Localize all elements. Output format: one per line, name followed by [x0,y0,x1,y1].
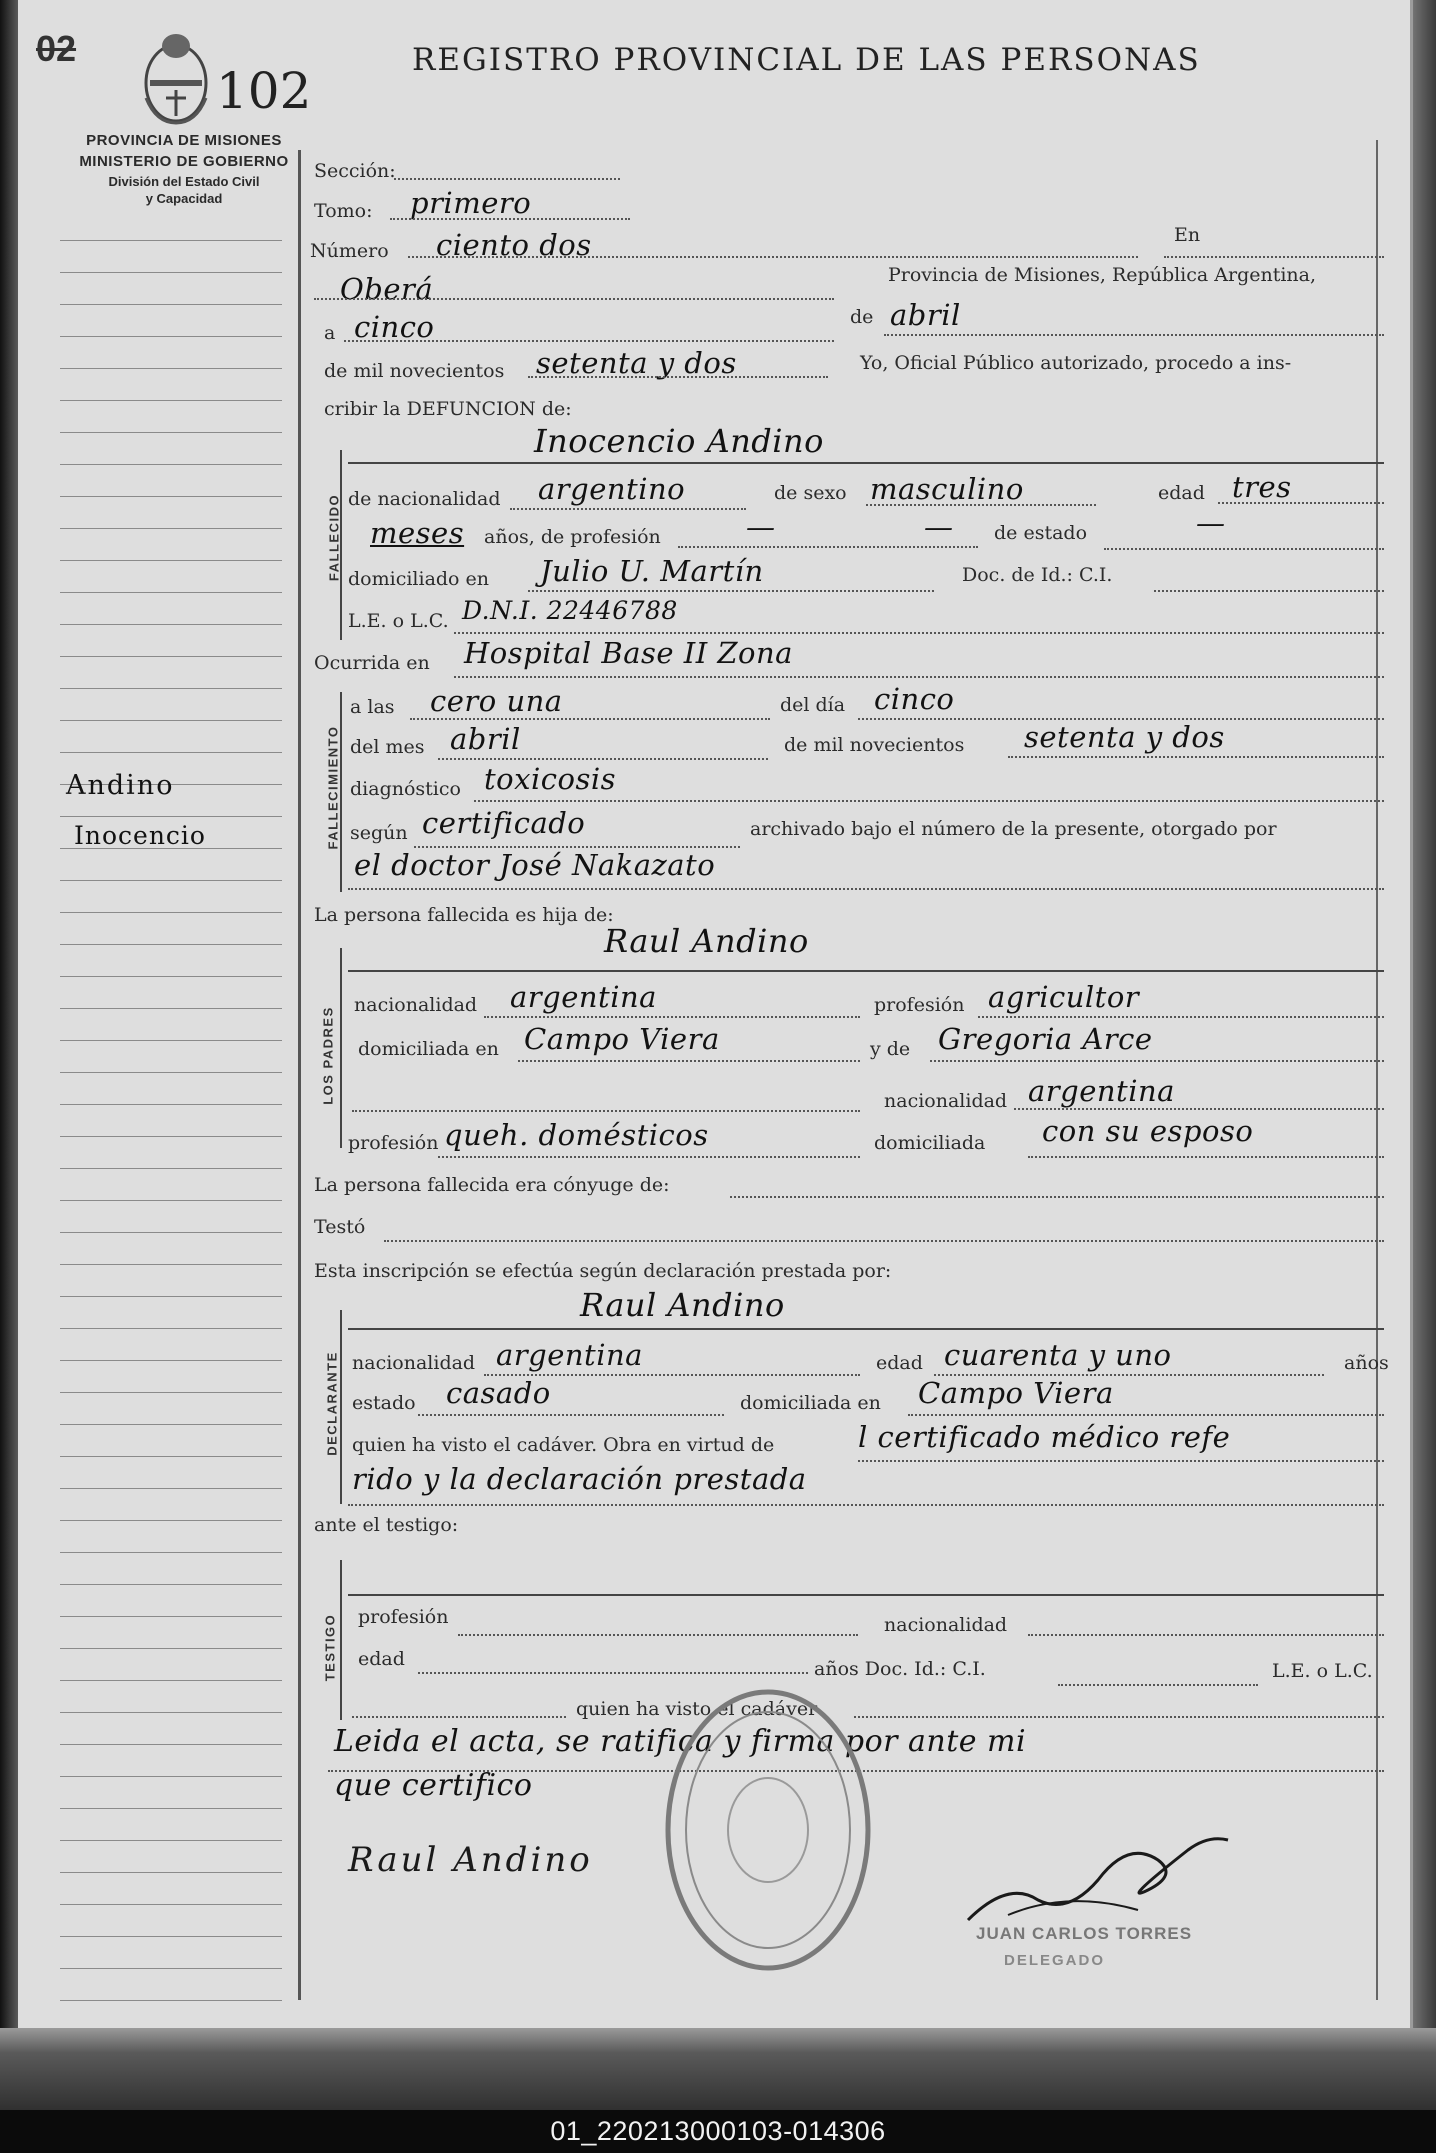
margin-note: Andino Inocencio [66,770,206,850]
dni-value: D.N.I. 22446788 [462,596,678,625]
estado-value: — [1196,506,1226,540]
a-las-label: a las [350,696,395,718]
de-label: de [850,306,874,328]
nacionalidad-label: de nacionalidad [348,488,501,510]
madre-domiciliada-label: domiciliada [874,1132,986,1154]
right-border [1376,140,1378,2000]
cribir-text: cribir la DEFUNCION de: [324,398,572,420]
leida-text-1: Leida el acta, se ratifica y firma por ante mi [334,1724,1027,1759]
tomo-label: Tomo: [314,200,373,222]
decl-edad-value: cuarenta y uno [944,1338,1172,1372]
numero-label: Número [310,240,389,262]
file-caption: 01_220213000103-014306 [550,2116,886,2146]
padre-nacionalidad-label: nacionalidad [354,994,478,1016]
edad-label: edad [1158,482,1205,504]
segun-label: según [350,822,408,844]
official-signature [948,1820,1248,1940]
official-name-stamp: JUAN CARLOS TORRES [976,1924,1193,1943]
padre-domiciliada-label: domiciliada en [358,1038,499,1060]
book-bottom-edge [0,2028,1436,2110]
madre-profesion-label: profesión [348,1132,439,1154]
padre-domicilio-value: Campo Viera [524,1022,720,1056]
en-label: En [1174,224,1201,246]
segun-value: certificado [422,806,586,840]
padre-nacionalidad-value: argentina [510,980,657,1014]
ocurrida-value: Hospital Base II Zona [464,636,793,670]
testigo-visto-label: quien ha visto el cadáver [576,1698,818,1720]
fallecimiento-side-label: FALLECIMIENTO [325,725,341,850]
page-number: 102 [216,62,312,120]
tomo-value: primero [410,186,532,220]
profesion-label: años, de profesión [484,526,661,548]
anio-value: setenta y dos [536,346,737,380]
margin-divider [298,150,301,2000]
decl-domiciliada-label: domiciliada en [740,1392,881,1414]
a-label: a [324,322,336,344]
official-seal [658,1680,878,1980]
doc-label: Doc. de Id.: C.I. [962,564,1113,586]
seccion-label: Sección: [314,160,396,182]
declarante-name: Raul Andino [580,1286,785,1324]
ante-testigo-label: ante el testigo: [314,1514,459,1536]
inscripcion-text: Esta inscripción se efectúa según declaración prestada por: [314,1260,892,1282]
padre-profesion-value: agricultor [988,980,1140,1014]
numero-value: ciento dos [436,228,592,262]
testigo-nacionalidad-label: nacionalidad [884,1614,1008,1636]
document-title: REGISTRO PROVINCIAL DE LAS PERSONAS [412,42,1201,78]
profesion-value-2: — [924,510,954,544]
dia-fallec-value: cinco [874,682,955,716]
testo-label: Testó [314,1216,366,1238]
decl-domicilio-value: Campo Viera [918,1376,1114,1410]
conyuge-text: La persona fallecida era cónyuge de: [314,1174,670,1196]
madre-domicilio-value: con su esposo [1042,1114,1254,1148]
decl-obra-value-2: rido y la declaración prestada [352,1462,807,1496]
padres-side-label: LOS PADRES [320,1006,336,1105]
coat-of-arms [136,28,216,128]
decl-nacionalidad-label: nacionalidad [352,1352,476,1374]
register-sheet [18,0,1413,2028]
decl-obra-value-1: l certificado médico refe [858,1420,1231,1454]
lugar-value: Oberá [340,272,434,306]
y-de-label: y de [870,1038,911,1060]
de-mil2-label: de mil novecientos [784,734,965,756]
madre-nacionalidad-label: nacionalidad [884,1090,1008,1112]
leida-text-2: que certifico [334,1768,533,1803]
mes-value: abril [890,298,961,332]
dia-value: cinco [354,310,435,344]
decl-nacionalidad-value: argentina [496,1338,643,1372]
fallecido-name: Inocencio Andino [534,422,824,460]
domicilio-value: Julio U. Martín [540,554,764,588]
nacionalidad-value: argentino [538,472,686,506]
testigo-le-label: L.E. o L.C. [1272,1660,1373,1682]
archivado-text: archivado bajo el número de la presente, otorgado por [750,818,1277,840]
sexo-label: de sexo [774,482,847,504]
anio-fallec-value: setenta y dos [1024,720,1225,754]
edad-value: tres [1232,470,1292,504]
le-lc-label: L.E. o L.C. [348,610,449,632]
hija-text: La persona fallecida es hija de: [314,904,614,926]
issuing-office: PROVINCIA DE MISIONES MINISTERIO DE GOBIERNO División del Estado Civil y Capacidad [79,132,289,206]
decl-anos-label: años [1344,1352,1389,1374]
doctor-value: el doctor José Nakazato [354,848,716,882]
del-mes-label: del mes [350,736,425,758]
ocurrida-label: Ocurrida en [314,652,430,674]
decl-estado-label: estado [352,1392,416,1414]
diagnostico-value: toxicosis [484,762,616,796]
decl-estado-value: casado [446,1376,551,1410]
testigo-edad-label: edad [358,1648,405,1670]
declarante-side-label: DECLARANTE [324,1351,340,1456]
hora-value: cero una [430,684,563,718]
del-dia-label: del día [780,694,846,716]
decl-edad-label: edad [876,1352,923,1374]
firma-declarante: Raul Andino [348,1840,593,1880]
oficial-text: Yo, Oficial Público autorizado, procedo a ins- [860,352,1292,374]
testigo-profesion-label: profesión [358,1606,449,1628]
sexo-value: masculino [870,472,1024,506]
decl-visto-text: quien ha visto el cadáver. Obra en virtud de [352,1434,775,1456]
padre-name: Raul Andino [604,922,809,960]
estado-label: de estado [994,522,1088,544]
old-page-number: 02 [36,28,77,69]
meses-value: meses [370,516,465,550]
de-mil-label: de mil novecientos [324,360,505,382]
provincia-label: Provincia de Misiones, República Argentina, [888,264,1317,286]
padre-profesion-label: profesión [874,994,965,1016]
diagnostico-label: diagnóstico [350,778,461,800]
mes-fallec-value: abril [450,722,521,756]
domiciliado-label: domiciliado en [348,568,490,590]
testigo-anos-label: años Doc. Id.: C.I. [814,1658,986,1680]
profesion-value: — [746,510,776,544]
madre-nacionalidad-value: argentina [1028,1074,1175,1108]
official-title-stamp: DELEGADO [1004,1952,1106,1969]
madre-profesion-value: queh. domésticos [444,1118,709,1152]
book-spine [0,0,18,2110]
testigo-side-label: TESTIGO [322,1613,338,1682]
fallecido-side-label: FALLECIDO [326,493,342,582]
madre-name: Gregoria Arce [938,1022,1153,1056]
